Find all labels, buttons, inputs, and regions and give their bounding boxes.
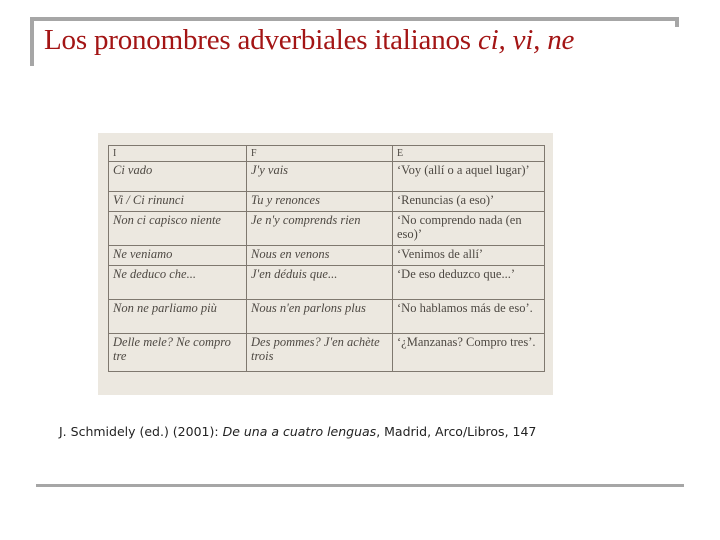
spanish-cell: ‘De eso deduzco que...’ — [393, 266, 545, 300]
table-row — [109, 212, 545, 246]
pronoun-table — [108, 145, 545, 372]
spanish-cell: ‘¿Manzanas? Compro tres’. — [393, 334, 545, 372]
header-french: F — [247, 146, 393, 162]
table-row — [109, 246, 545, 266]
french-cell: Nous n'en parlons plus — [247, 300, 393, 334]
spanish-cell: ‘Venimos de allí’ — [393, 246, 545, 266]
italian-cell: Ne deduco che... — [109, 266, 247, 300]
italian-cell: Ne veniamo — [109, 246, 247, 266]
italian-cell: Non ne parliamo più — [109, 300, 247, 334]
table-row — [109, 334, 545, 372]
citation-author: J. Schmidely (ed.) (2001): — [59, 424, 223, 439]
french-cell: Nous en venons — [247, 246, 393, 266]
bottom-divider — [36, 484, 684, 487]
source-citation — [59, 424, 536, 439]
french-cell: Des pommes? J'en achète trois — [247, 334, 393, 372]
table-row — [109, 300, 545, 334]
title-main: Los pronombres adverbiales italianos — [44, 24, 478, 56]
frame-top-line — [30, 17, 678, 21]
italian-cell: Delle mele? Ne compro tre — [109, 334, 247, 372]
french-cell: J'y vais — [247, 162, 393, 192]
french-cell: Tu y renonces — [247, 192, 393, 212]
citation-book-title: De una a cuatro lenguas — [222, 424, 377, 439]
italian-cell: Ci vado — [109, 162, 247, 192]
table-row — [109, 266, 545, 300]
spanish-cell: ‘Voy (allí o a aquel lugar)’ — [393, 162, 545, 192]
table-row — [109, 192, 545, 212]
french-cell: J'en déduis que... — [247, 266, 393, 300]
header-italian: I — [109, 146, 247, 162]
italian-cell: Non ci capisco niente — [109, 212, 247, 246]
title-pronouns: ci, vi, ne — [477, 24, 575, 56]
scanned-table-image — [98, 133, 553, 395]
header-spanish: E — [393, 146, 545, 162]
french-cell: Je n'y comprends rien — [247, 212, 393, 246]
table-header-row — [109, 146, 545, 162]
italian-cell: Vi / Ci rinunci — [109, 192, 247, 212]
spanish-cell: ‘Renuncias (a eso)’ — [393, 192, 545, 212]
frame-right-line — [675, 17, 679, 27]
spanish-cell: ‘No comprendo nada (en eso)’ — [393, 212, 545, 246]
spanish-cell: ‘No hablamos más de eso’. — [393, 300, 545, 334]
slide-title — [44, 24, 574, 57]
frame-left-line — [30, 17, 34, 66]
table-row — [109, 162, 545, 192]
citation-publisher: , Madrid, Arco/Libros, 147 — [376, 424, 537, 439]
